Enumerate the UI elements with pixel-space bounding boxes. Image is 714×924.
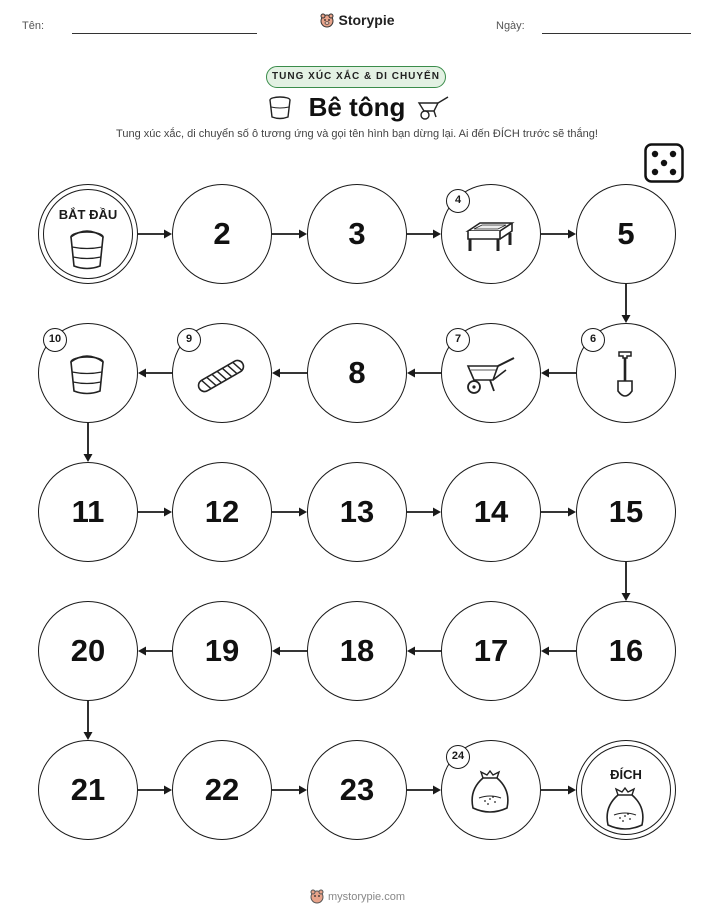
path-arrow — [272, 369, 307, 378]
finish-cell — [576, 740, 676, 840]
cell-number: 8 — [348, 355, 366, 390]
board-cell-14 — [441, 462, 541, 562]
path-arrow — [138, 647, 172, 656]
board-cell-18 — [307, 601, 407, 701]
board-cell-20 — [38, 601, 138, 701]
cell-number: 14 — [473, 494, 509, 529]
cell-number: 11 — [71, 494, 105, 529]
path-arrow — [84, 423, 93, 462]
path-arrow — [407, 647, 441, 656]
cell-number: 17 — [473, 633, 509, 668]
cell-number-badge: 10 — [43, 328, 67, 352]
path-arrow — [541, 508, 576, 517]
cell-number: 12 — [204, 494, 240, 529]
start-label: BẮT ĐẦU — [58, 207, 118, 222]
board-cell-2 — [172, 184, 272, 284]
board-cell-21 — [38, 740, 138, 840]
page-title: Bê tông — [308, 92, 406, 122]
footer — [0, 888, 714, 907]
board-cell-17 — [441, 601, 541, 701]
cell-number: 3 — [348, 216, 366, 251]
bucket-icon — [67, 229, 107, 278]
cell-number: 18 — [339, 633, 375, 668]
board-cell-19 — [172, 601, 272, 701]
start-cell — [38, 184, 138, 284]
path-arrow — [541, 786, 576, 795]
bucket-icon — [67, 354, 107, 403]
shovel-icon — [613, 349, 637, 408]
path-arrow — [407, 230, 441, 239]
board-cell-12 — [172, 462, 272, 562]
cell-number: 23 — [339, 772, 375, 807]
path-arrow — [541, 369, 576, 378]
cell-number: 2 — [213, 216, 231, 251]
cell-number: 13 — [339, 494, 375, 529]
board-cell-7 — [441, 323, 541, 423]
cell-number: 21 — [70, 772, 106, 807]
cell-number: 22 — [204, 772, 240, 807]
path-arrow — [541, 230, 576, 239]
board-cell-8 — [307, 323, 407, 423]
path-arrow — [622, 284, 631, 323]
sandbox-icon — [464, 217, 516, 262]
board-cell-6 — [576, 323, 676, 423]
path-arrow — [272, 230, 307, 239]
cell-number: 5 — [617, 216, 635, 251]
path-arrow — [407, 786, 441, 795]
activity-tag: TUNG XÚC XẮC & DI CHUYỂN — [266, 66, 446, 88]
path-arrow — [138, 230, 172, 239]
finish-label: ĐÍCH — [610, 767, 642, 782]
cell-number-badge: 4 — [446, 189, 470, 213]
path-arrow — [138, 786, 172, 795]
cell-number: 20 — [70, 633, 106, 668]
path-arrow — [272, 647, 307, 656]
board-cell-22 — [172, 740, 272, 840]
cell-number-badge: 24 — [446, 745, 470, 769]
wheelbarrow-icon — [462, 356, 518, 401]
cell-number: 19 — [204, 633, 240, 668]
path-arrow — [138, 369, 172, 378]
board-cell-5 — [576, 184, 676, 284]
cell-number: 16 — [608, 633, 644, 668]
path-arrow — [541, 647, 576, 656]
cell-number-badge: 6 — [581, 328, 605, 352]
cell-number: 15 — [608, 494, 644, 529]
board-cell-9 — [172, 323, 272, 423]
board-cell-24 — [441, 740, 541, 840]
path-arrow — [84, 701, 93, 740]
path-arrow — [138, 508, 172, 517]
path-arrow — [272, 508, 307, 517]
board-cell-11 — [38, 462, 138, 562]
cell-number-badge: 9 — [177, 328, 201, 352]
path-arrow — [272, 786, 307, 795]
board-cell-16 — [576, 601, 676, 701]
board-cell-3 — [307, 184, 407, 284]
path-arrow — [622, 562, 631, 601]
board-cell-13 — [307, 462, 407, 562]
board-cell-23 — [307, 740, 407, 840]
instructions: Tung xúc xắc, di chuyển số ô tương ứng và gọi tên hình bạn dừng lại. Ai đến ĐÍCH trước sẽ thắng! — [116, 128, 598, 140]
date-label: Ngày: — [496, 20, 525, 32]
cement-bag-icon — [467, 768, 513, 823]
brand-name: Storypie — [338, 12, 395, 28]
name-label: Tên: — [22, 20, 45, 32]
board-cell-10 — [38, 323, 138, 423]
path-arrow — [407, 508, 441, 517]
cement-bag-icon — [602, 785, 648, 840]
board-cell-4 — [441, 184, 541, 284]
footer-site: mystorypie.com — [327, 891, 406, 903]
board-cell-15 — [576, 462, 676, 562]
rebar-icon — [194, 356, 248, 401]
path-arrow — [407, 369, 441, 378]
storypie-logo-icon — [309, 888, 325, 907]
cell-number-badge: 7 — [446, 328, 470, 352]
